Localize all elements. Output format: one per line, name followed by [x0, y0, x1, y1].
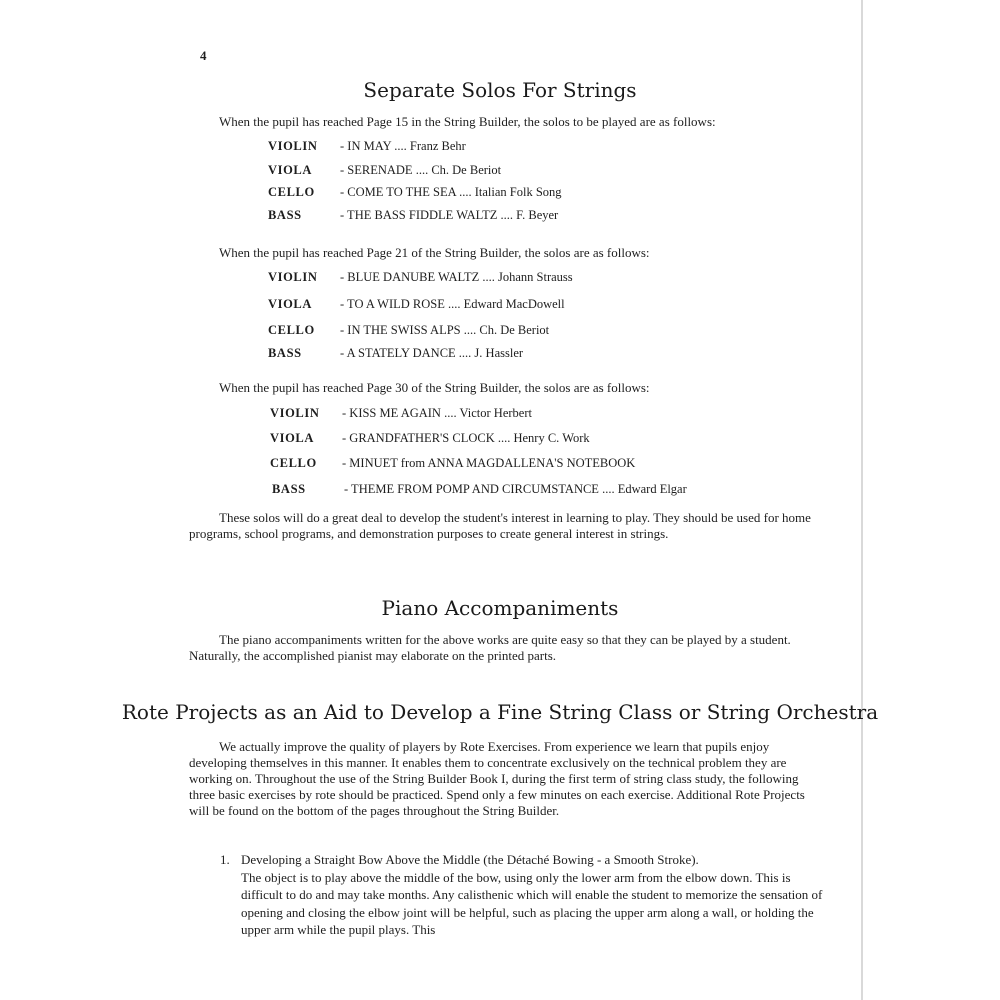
instrument-label: BASS	[268, 208, 302, 222]
page-number: 4	[200, 48, 207, 63]
list-item-number: 1.	[220, 852, 230, 867]
solo-row	[268, 270, 573, 285]
solo-row	[268, 323, 549, 338]
solo-piece: - IN MAY .... Franz Behr	[340, 139, 466, 153]
piano-text: The piano accompaniments written for the above works are quite easy so that they can be played by a student. Naturally, the accomplished pianist may elaborate on the printed parts.	[189, 632, 791, 663]
solo-row	[268, 346, 523, 361]
solo-row	[270, 456, 635, 471]
solo-row	[272, 482, 687, 497]
list-item-title: Developing a Straight Bow Above the Middle (the Détaché Bowing - a Smooth Stroke).	[241, 852, 699, 867]
solos-closing-paragraph	[189, 510, 821, 542]
instrument-label: BASS	[268, 346, 302, 360]
solos-intro-3: When the pupil has reached Page 30 of the String Builder, the solos are as follows:	[219, 380, 650, 395]
instrument-label: CELLO	[270, 456, 317, 470]
instrument-label: VIOLA	[268, 297, 312, 311]
instrument-label: VIOLIN	[268, 139, 318, 153]
instrument-label: VIOLA	[268, 163, 312, 177]
section-title-rote: Rote Projects as an Aid to Develop a Fine String Class or String Orchestra	[121, 700, 879, 724]
section-title-piano: Piano Accompaniments	[381, 596, 619, 620]
instrument-label: CELLO	[268, 323, 315, 337]
solo-row	[268, 208, 558, 223]
solo-row	[270, 406, 532, 421]
instrument-label: VIOLA	[270, 431, 314, 445]
solo-piece: - THEME FROM POMP AND CIRCUMSTANCE .... Edward Elgar	[344, 482, 687, 496]
instrument-label: VIOLIN	[268, 270, 318, 284]
solo-piece: - SERENADE .... Ch. De Beriot	[340, 163, 502, 177]
solos-intro-1: When the pupil has reached Page 15 in the String Builder, the solos to be played are as follows:	[219, 114, 716, 129]
solos-intro-2: When the pupil has reached Page 21 of the String Builder, the solos are as follows:	[219, 245, 650, 260]
page-edge-divider	[861, 0, 863, 1000]
instrument-label: CELLO	[268, 185, 315, 199]
solos-closing-text: These solos will do a great deal to develop the student's interest in learning to play. They should be used for home programs, school programs, and demonstration purposes to create general interest in strings.	[189, 510, 811, 541]
solo-piece: - THE BASS FIDDLE WALTZ .... F. Beyer	[340, 208, 559, 222]
rote-paragraph	[189, 739, 821, 819]
solo-piece: - GRANDFATHER'S CLOCK .... Henry C. Work	[342, 431, 590, 445]
list-item-body: The object is to play above the middle of the bow, using only the lower arm from the elbow down. This is difficult to do and may take months. Any calisthenic which will enable the student to memorize the sensation of opening and closing the elbow joint will be helpful, such as placing the upper arm along a wall, or holding the upper arm while the pupil plays. This	[241, 869, 823, 937]
solo-piece: - MINUET from ANNA MAGDALLENA'S NOTEBOOK	[342, 456, 636, 470]
section-title-solos: Separate Solos For Strings	[363, 78, 637, 102]
solo-row	[268, 297, 565, 312]
solo-row	[268, 163, 501, 178]
solo-piece: - TO A WILD ROSE .... Edward MacDowell	[340, 297, 565, 311]
solo-piece: - IN THE SWISS ALPS .... Ch. De Beriot	[340, 323, 550, 337]
solo-row	[268, 139, 466, 154]
instrument-label: VIOLIN	[270, 406, 320, 420]
solo-row	[270, 431, 590, 446]
solo-piece: - COME TO THE SEA .... Italian Folk Song	[340, 185, 562, 199]
piano-paragraph	[189, 632, 821, 664]
solo-piece: - KISS ME AGAIN .... Victor Herbert	[342, 406, 532, 420]
solo-piece: - BLUE DANUBE WALTZ .... Johann Strauss	[340, 270, 573, 284]
solo-piece: - A STATELY DANCE .... J. Hassler	[340, 346, 524, 360]
solo-row	[268, 185, 562, 200]
rote-text: We actually improve the quality of players by Rote Exercises. From experience we learn that pupils enjoy developing themselves in this manner. It enables them to concentrate exclusively on the technical problem they are working on. Throughout the use of the String Builder Book I, during the first term of string class study, the following three basic exercises by rote should be practiced. Spend only a few minutes on each exercise. Additional Rote Projects will be found on the bottom of the pages throughout the String Builder.	[189, 739, 805, 818]
rote-list-item	[220, 851, 830, 939]
instrument-label: BASS	[272, 482, 306, 496]
